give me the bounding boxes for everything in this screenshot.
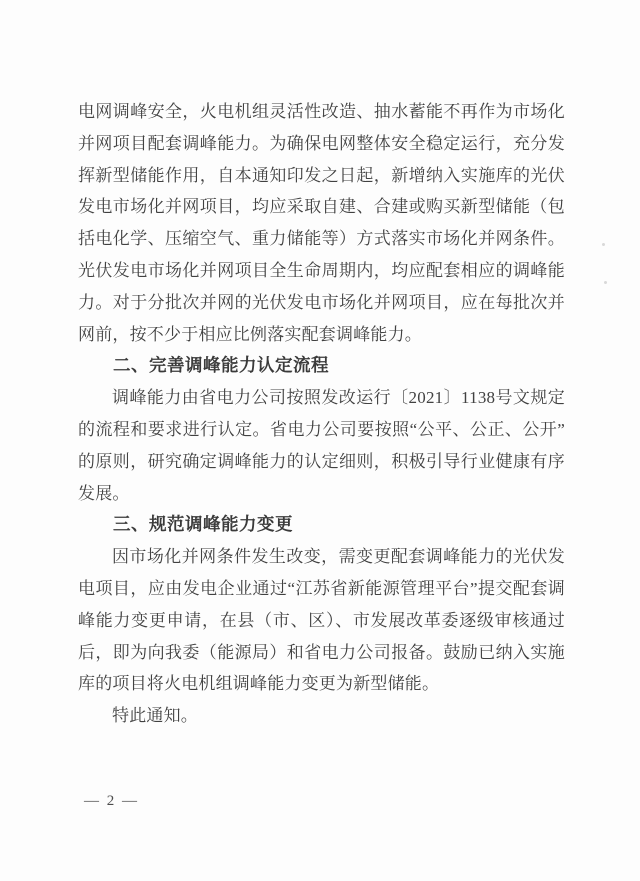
body-paragraph: 电网调峰安全，火电机组灵活性改造、抽水蓄能不再作为市场化并网项目配套调峰能力。为确保电网整体安全稳定运行，充分发挥新型储能作用，自本通知印发之日起，新增纳入实施库的光伏发电市场化并网项目，均应采取自建、合建或购买新型储能（包括电化学、压缩空气、重力储能等）方式落实市场化并网条件。光伏发电市场化并网项目全生命周期内，均应配套相应的调峰能力。对于分批次并网的光伏发电市场化并网项目，应在每批次并网前，按不少于相应比例落实配套调峰能力。: [78, 102, 565, 344]
body-paragraph: 调峰能力由省电力公司按照发改运行〔2021〕1138号文规定的流程和要求进行认定。省电力公司要按照“公平、公正、公开”的原则，研究确定调峰能力的认定细则，积极引导行业健康有序发展。: [78, 388, 565, 503]
scan-artifact-dot: [602, 243, 605, 246]
page-number: — 2 —: [84, 793, 139, 809]
body-paragraph: 因市场化并网条件发生改变，需变更配套调峰能力的光伏发电项目，应由发电企业通过“江苏省新能源管理平台”提交配套调峰能力变更申请，在县（市、区）、市发展改革委逐级审核通过后，即为向我委（能源局）和省电力公司报备。鼓励已纳入实施库的项目将火电机组调峰能力变更为新型储能。: [78, 547, 565, 694]
document-content: [78, 96, 565, 732]
section-heading: 二、完善调峰能力认定流程: [113, 355, 329, 376]
section-heading: 三、规范调峰能力变更: [113, 514, 293, 535]
scan-artifact-dot: [604, 281, 607, 284]
body-paragraph: 特此通知。: [112, 706, 198, 726]
